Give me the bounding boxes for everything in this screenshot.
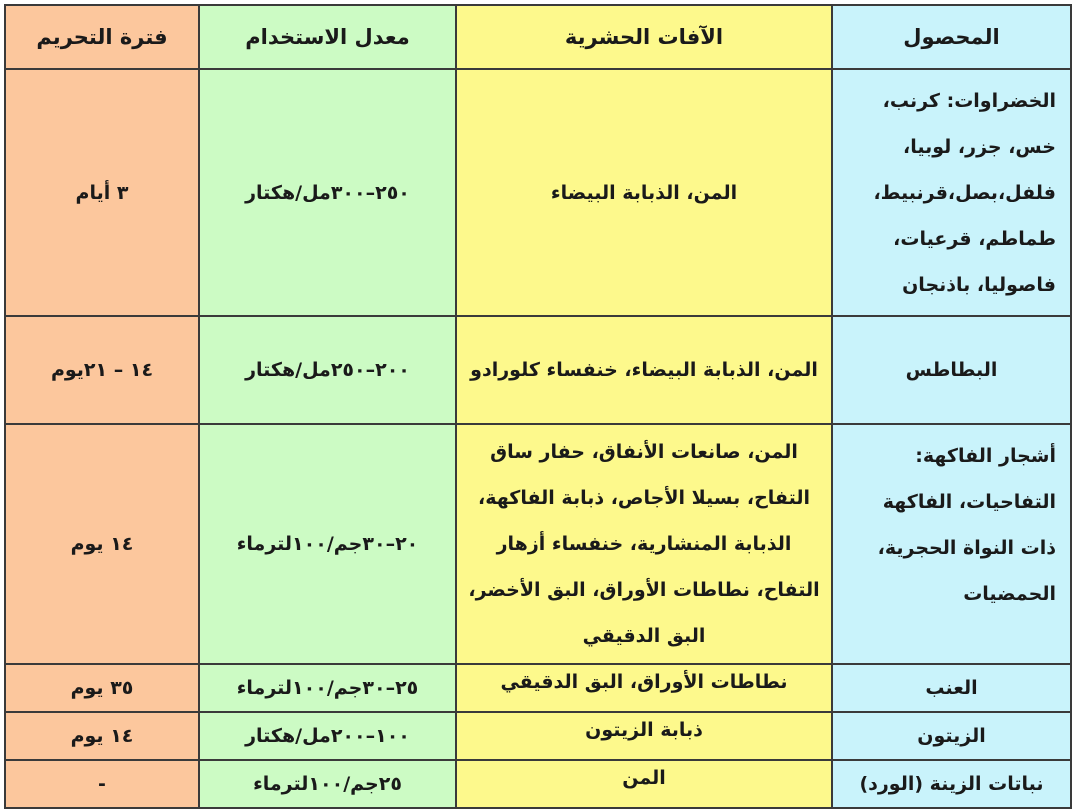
crop-cell: العنب [832,664,1071,712]
table-row [5,69,1071,316]
rate-cell: ٢٠٠–٢٥٠مل/هكتار [199,316,456,424]
header-period: فترة التحريم [5,5,199,69]
table-row [5,424,1071,664]
rate-cell: ٢٥٠–٣٠٠مل/هكتار [199,69,456,316]
table-row [5,316,1071,424]
table-row [5,664,1071,712]
table-row [5,760,1071,808]
rate-cell: ٢٥–٣٠جم/١٠٠لترماء [199,664,456,712]
pesticide-table [4,4,1072,809]
period-cell: - [5,760,199,808]
rate-cell: ١٠٠–٢٠٠مل/هكتار [199,712,456,760]
pests-cell: المن، صانعات الأنفاق، حفار ساق التفاح، بسيلا الأجاص، ذبابة الفاكهة، الذبابة المنشارية، خنفساء أزهار التفاح، نطاطات الأوراق، البق الأخضر، البق الدقيقي [456,424,832,664]
pests-cell: نطاطات الأوراق، البق الدقيقي [456,664,832,712]
header-pests: الآفات الحشرية [456,5,832,69]
period-cell: ٣٥ يوم [5,664,199,712]
header-row [5,5,1071,69]
pests-cell: المن [456,760,832,808]
header-rate: معدل الاستخدام [199,5,456,69]
period-cell: ١٤ يوم [5,712,199,760]
rate-cell: ٢٥جم/١٠٠لترماء [199,760,456,808]
period-cell: ١٤ يوم [5,424,199,664]
period-cell: ١٤ – ٢١يوم [5,316,199,424]
rate-cell: ٢٠–٣٠جم/١٠٠لترماء [199,424,456,664]
pests-cell: المن، الذبابة البيضاء، خنفساء كلورادو [456,316,832,424]
crop-cell: الزيتون [832,712,1071,760]
crop-cell: البطاطس [832,316,1071,424]
pests-cell: المن، الذبابة البيضاء [456,69,832,316]
period-cell: ٣ أيام [5,69,199,316]
crop-cell: الخضراوات: كرنب، خس، جزر، لوبيا، فلفل،بصل،قرنبيط، طماطم، قرعيات، فاصوليا، باذنجان [832,69,1071,316]
header-crop: المحصول [832,5,1071,69]
pests-cell: ذبابة الزيتون [456,712,832,760]
table-row [5,712,1071,760]
crop-cell: أشجار الفاكهة: التفاحيات، الفاكهة ذات النواة الحجرية، الحمضيات [832,424,1071,664]
crop-cell: نباتات الزينة (الورد) [832,760,1071,808]
